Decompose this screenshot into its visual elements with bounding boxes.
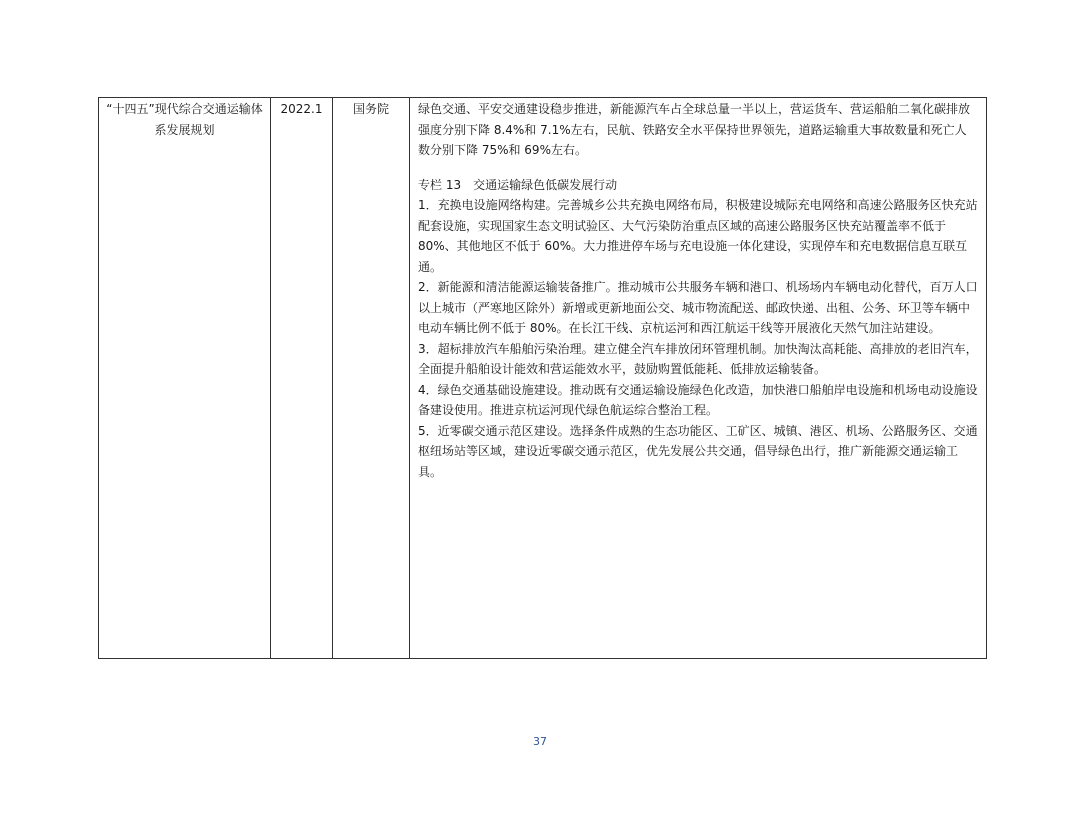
box-item-5: 5．近零碳交通示范区建设。选择条件成熟的生态功能区、工矿区、城镇、港区、机场、公路服务区、交通枢纽场站等区域，建设近零碳交通示范区，优先发展公共交通，倡导绿色出行，推广新能源交通运输工具。 [418,423,978,479]
page-number: 37 [533,735,547,748]
content-cell [410,98,987,659]
box-item-1: 1．充换电设施网络构建。完善城乡公共充换电网络布局，积极建设城际充电网络和高速公路服务区快充站配套设施，实现国家生态文明试验区、大气污染防治重点区域的高速公路服务区快充站覆盖率不低于 80%、其他地区不低于 60%。大力推进停车场与充电设施一体化建设，实现停车和充电数据信息互联互通。 [418,198,978,274]
issue-date: 2022.1 [280,102,323,116]
issue-date-cell [271,98,333,659]
box-item-3: 3．超标排放汽车船舶污染治理。建立健全汽车排放闭环管理机制。加快淘汰高耗能、高排放的老旧汽车，全面提升船舶设计能效和营运能效水平，鼓励购置低能耗、低排放运输装备。 [418,341,978,376]
issuer: 国务院 [352,102,389,116]
plan-name-cell [99,98,271,659]
table-row [99,98,987,659]
summary-text: 绿色交通、平安交通建设稳步推进，新能源汽车占全球总量一半以上，营运货车、营运船舶二氧化碳排放强度分别下降 8.4%和 7.1%左右，民航、铁路安全水平保持世界领先，道路运输重大事故数量和死亡人数分别下降 75%和 69%左右。 [418,102,971,157]
plan-name: “十四五”现代综合交通运输体系发展规划 [106,102,263,137]
box-item-4: 4．绿色交通基础设施建设。推动既有交通运输设施绿色化改造，加快港口船舶岸电设施和机场电动设施设备建设使用。推进京杭运河现代绿色航运综合整治工程。 [418,382,978,417]
paragraph-gap [418,161,978,175]
issuer-cell [333,98,410,659]
box-item-2: 2．新能源和清洁能源运输装备推广。推动城市公共服务车辆和港口、机场场内车辆电动化替代，百万人口以上城市（严寒地区除外）新增或更新地面公交、城市物流配送、邮政快递、出租、公务、环卫等车辆中电动车辆比例不低于 80%。在长江干线、京杭运河和西江航运干线等开展液化天然气加注站建设。 [418,280,978,335]
box-title: 专栏 13 交通运输绿色低碳发展行动 [418,177,618,192]
content-body [410,98,986,482]
policy-table [98,97,987,659]
